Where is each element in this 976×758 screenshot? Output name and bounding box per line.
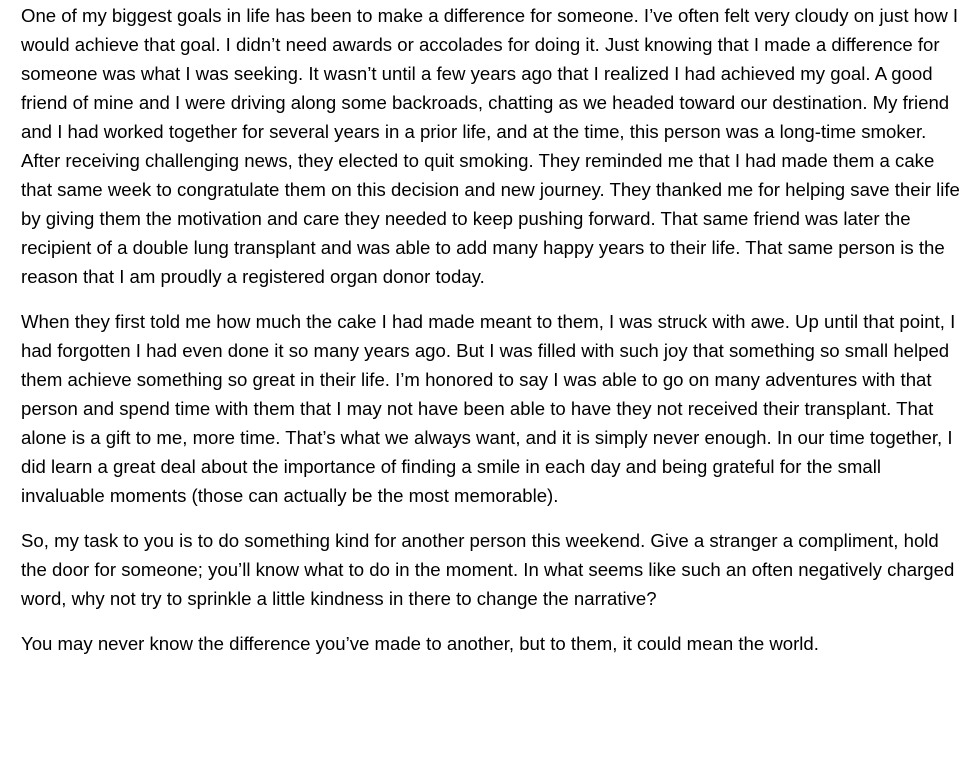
paragraph: When they first told me how much the cake I had made meant to them, I was struck with awe. Up until that point, I had forgotten I had even done it so many years ago. But I was filled with such joy that something so small helped them achieve something so great in their life. I’m honored to say I was able to go on many adventures with that person and spend time with them that I may not have been able to have they not received their transplant. That alone is a gift to me, more time. That’s what we always want, and it is simply never enough. In our time together, I did learn a great deal about the importance of finding a smile in each day and being grateful for the small invaluable moments (those can actually be the most memorable). [21,311,956,506]
paragraph: You may never know the difference you’ve made to another, but to them, it could mean the world. [21,633,819,654]
paragraph: So, my task to you is to do something kind for another person this weekend. Give a stranger a compliment, hold the door for someone; you’ll know what to do in the moment. In what seems like such an often negatively charged word, why not try to sprinkle a little kindness in there to change the narrative? [21,530,955,609]
paragraph: One of my biggest goals in life has been to make a difference for someone. I’ve often felt very cloudy on just how I would achieve that goal. I didn’t need awards or accolades for doing it. Just knowing that I made a difference for someone was what I was seeking. It wasn’t until a few years ago that I realized I had achieved my goal. A good friend of mine and I were driving along some backroads, chatting as we headed toward our destination. My friend and I had worked together for several years in a prior life, and at the time, this person was a long-time smoker. After receiving challenging news, they elected to quit smoking. They reminded me that I had made them a cake that same week to congratulate them on this decision and new journey. They thanked me for helping save their life by giving them the motivation and care they needed to keep pushing forward. That same friend was later the recipient of a double lung transplant and was able to add many happy years to their life. That same person is the reason that I am proudly a registered organ donor today. [21,5,960,287]
